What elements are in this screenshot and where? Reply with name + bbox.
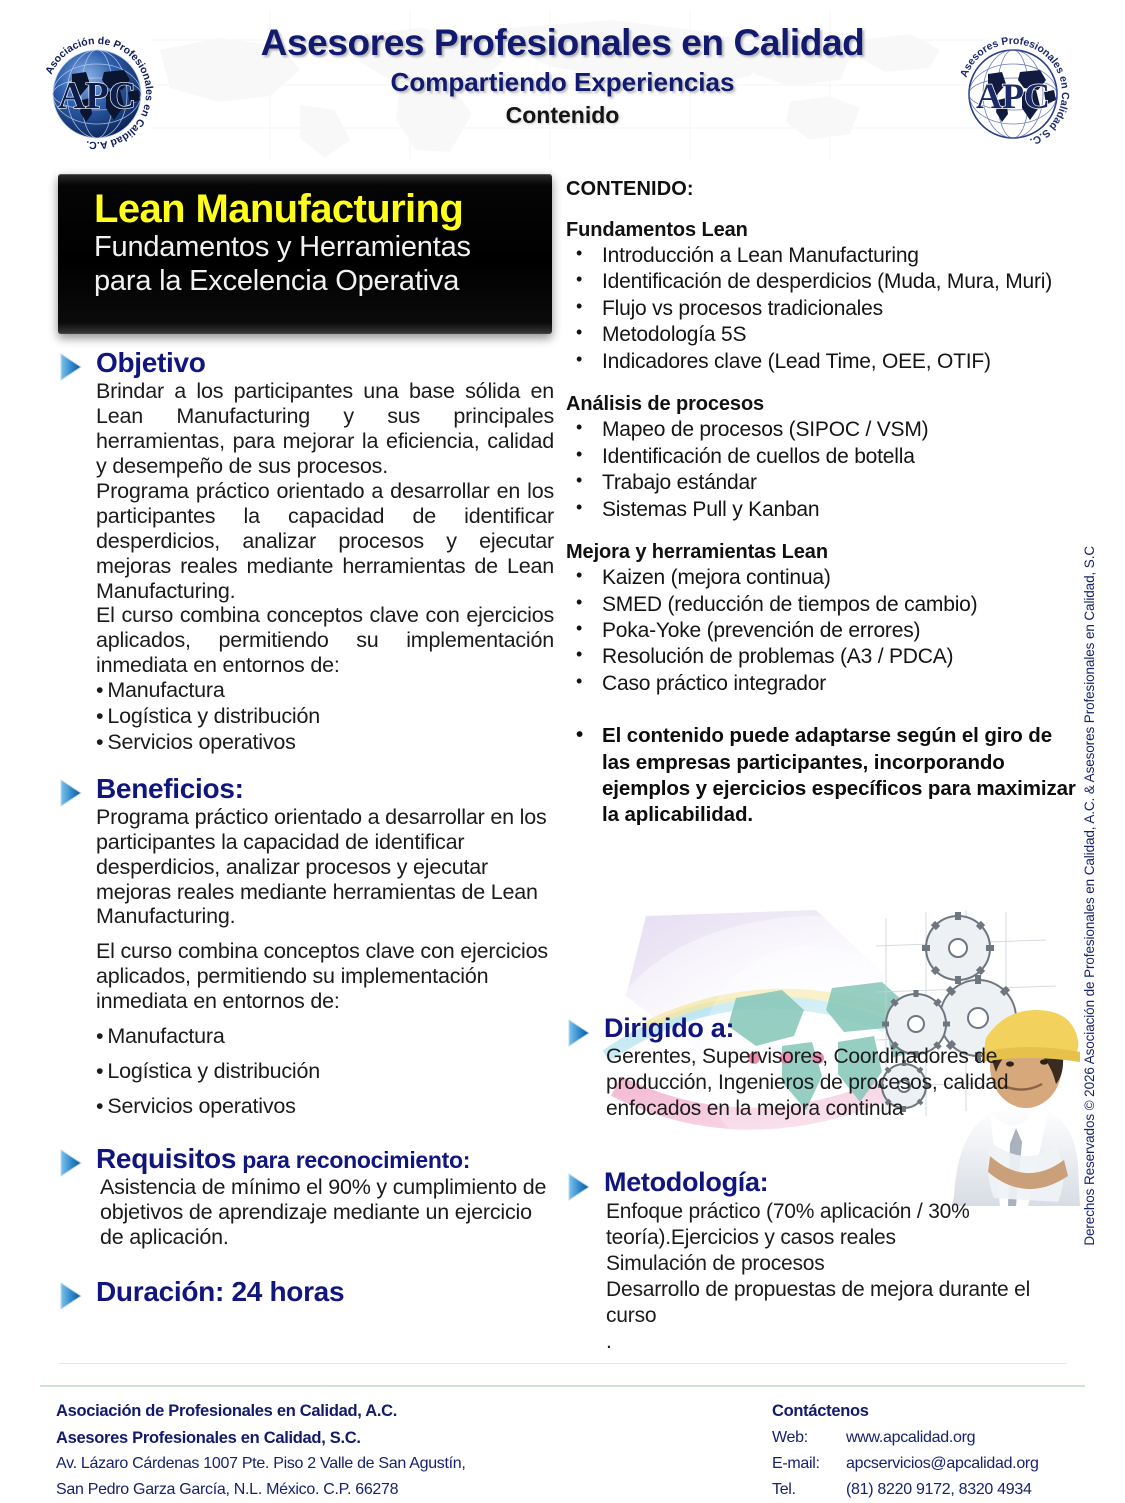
list-item: • Caso práctico integrador xyxy=(566,671,1076,697)
right-column xyxy=(566,178,1076,828)
svg-text:Asesores Profesionales en Cali: Asesores Profesionales en Calidad S.C. xyxy=(957,34,1072,148)
footer-tel-label: Tel. xyxy=(772,1480,796,1498)
footer-divider-green xyxy=(40,1385,1085,1387)
list-item: • SMED (reducción de tiempos de cambio) xyxy=(566,592,1076,618)
group-item-list xyxy=(566,565,1076,697)
group-title: Fundamentos Lean xyxy=(566,219,748,241)
requisitos-heading-bold: Requisitos xyxy=(96,1142,237,1174)
list-item: • Flujo vs procesos tradicionales xyxy=(566,296,1076,322)
triangle-bullet-icon xyxy=(566,1018,592,1048)
triangle-bullet-icon xyxy=(58,778,84,808)
group-item-list xyxy=(566,417,1076,523)
list-item: • Introducción a Lean Manufacturing xyxy=(566,243,1076,269)
list-item: • Indicadores clave (Lead Time, OEE, OTIF) xyxy=(566,349,1076,375)
page-header xyxy=(0,0,1125,168)
footer-web-row xyxy=(772,1425,1102,1451)
list-item: • Manufactura xyxy=(96,1024,558,1050)
footer-tel-row xyxy=(772,1477,1102,1503)
section-duracion xyxy=(58,1275,558,1308)
footer-org-2: Asesores Profesionales en Calidad, S.C. xyxy=(56,1428,361,1447)
footer-org-1: Asociación de Profesionales en Calidad, A.C. xyxy=(56,1402,398,1420)
contenido-label: CONTENIDO: xyxy=(566,178,694,200)
group-title: Análisis de procesos xyxy=(566,393,765,416)
footer-address-2: San Pedro Garza García, N.L. México. C.P. 66278 xyxy=(56,1481,399,1499)
list-item: • Identificación de desperdicios (Muda, Mura, Muri) xyxy=(566,269,1076,295)
triangle-bullet-icon xyxy=(58,1148,84,1178)
footer-web-value[interactable]: www.apcalidad.org xyxy=(846,1428,976,1446)
content-adaptation-note: • El contenido puede adaptarse según el giro de las empresas participantes, incorporando ejemplos y ejercicios específicos para maximizar la aplicabilidad. xyxy=(566,723,1076,828)
section-requisitos xyxy=(58,1142,558,1250)
footer-address-1: Av. Lázaro Cárdenas 1007 Pte. Piso 2 Valle de San Agustín, xyxy=(56,1455,466,1473)
left-column xyxy=(58,344,558,1308)
section-heading-objetivo: Objetivo xyxy=(96,347,206,378)
beneficios-bullet-list xyxy=(58,1024,558,1119)
list-item: • Logística y distribución xyxy=(96,704,558,730)
list-item: • Kaizen (mejora continua) xyxy=(566,565,1076,591)
section-objetivo xyxy=(58,346,558,756)
section-heading-duracion: Duración: 24 horas xyxy=(96,1276,345,1308)
list-item: • Mapeo de procesos (SIPOC / VSM) xyxy=(566,417,1076,443)
objetivo-paragraph-2: Programa práctico orientado a desarrollar en los participantes la capacidad de identificar desperdicios, analizar procesos y ejecutar mejoras reales mediante herramientas de Lean Manufacturing. xyxy=(96,478,554,603)
page-title: Asesores Profesionales en Calidad xyxy=(260,22,865,63)
section-heading-beneficios: Beneficios: xyxy=(96,772,244,804)
section-heading-dirigido: Dirigido a: xyxy=(604,1013,735,1043)
metodologia-line-4: . xyxy=(606,1330,612,1354)
list-item: • Manufactura xyxy=(96,678,558,704)
section-beneficios xyxy=(58,772,558,1120)
triangle-bullet-icon xyxy=(58,1281,84,1311)
metodologia-line-2: Simulación de procesos xyxy=(606,1251,825,1275)
footer-email-label: E-mail: xyxy=(772,1454,820,1472)
course-title-plate xyxy=(58,174,552,334)
triangle-bullet-icon xyxy=(566,1172,592,1202)
objetivo-paragraph-1: Brindar a los participantes una base sólida en Lean Manufacturing y sus principales herramientas, para mejorar la eficiencia, calidad y desempeño de sus procesos. xyxy=(96,379,554,478)
header-titles xyxy=(0,22,1125,131)
list-item: • Logística y distribución xyxy=(96,1059,558,1085)
svg-text:Asociación de Profesionales en: Asociación de Profesionales en Calidad A.C. xyxy=(43,34,156,152)
group-title: Mejora y herramientas Lean xyxy=(566,541,828,564)
course-title: Lean Manufacturing xyxy=(94,187,464,231)
content-group-analisis xyxy=(566,393,1076,523)
section-metodologia xyxy=(566,1166,1076,1355)
footer-web-label: Web: xyxy=(772,1428,808,1446)
list-item: • Poka-Yoke (prevención de errores) xyxy=(566,618,1076,644)
requisitos-text: Asistencia de mínimo el 90% y cumplimiento de objetivos de aprendizaje mediante un ejercicio de aplicación. xyxy=(100,1174,547,1249)
list-item: • Metodología 5S xyxy=(566,322,1076,348)
group-item-list xyxy=(566,243,1076,375)
content-group-fundamentos xyxy=(566,219,1076,375)
list-item: • Servicios operativos xyxy=(96,730,558,756)
dirigido-text: Gerentes, Supervisores, Coordinadores de producción, Ingenieros de procesos, calidad enfocados en la mejora continua xyxy=(606,1045,1009,1121)
footer-org-block xyxy=(56,1398,616,1503)
svg-text:APC: APC xyxy=(57,75,137,117)
right-column-lower xyxy=(566,1010,1076,1355)
list-item: • Identificación de cuellos de botella xyxy=(566,444,1076,470)
objetivo-bullet-list xyxy=(58,678,558,755)
course-subtitle-line2: para la Excelencia Operativa xyxy=(94,264,460,297)
page-section-label: Contenido xyxy=(505,101,620,128)
footer-email-value[interactable]: apcservicios@apcalidad.org xyxy=(846,1454,1039,1472)
beneficios-paragraph-2: El curso combina conceptos clave con ejercicios aplicados, permitiendo su implementación inmediata en entornos de: xyxy=(96,939,548,1014)
page-subtitle: Compartiendo Experiencias xyxy=(390,67,735,98)
section-dirigido-a xyxy=(566,1012,1076,1122)
course-subtitle-line1: Fundamentos y Herramientas xyxy=(94,231,471,264)
requisitos-heading-rest: para reconocimiento: xyxy=(236,1146,471,1173)
vertical-copyright: Derechos Reservados © 2026 Asociación de Profesionales en Calidad, A.C. & Asesores Profesionales en Calidad, S.C xyxy=(1082,546,1097,1246)
footer-divider-grey xyxy=(58,1363,1066,1364)
beneficios-paragraph-1: Programa práctico orientado a desarrollar en los participantes la capacidad de identificar desperdicios, analizar procesos y ejecutar mejoras reales mediante herramientas de Lean Manufacturing. xyxy=(96,804,547,929)
metodologia-line-3: Desarrollo de propuestas de mejora durante el curso xyxy=(606,1277,1031,1327)
footer-contact-title: Contáctenos xyxy=(772,1402,869,1420)
section-heading-metodologia: Metodología: xyxy=(604,1167,769,1198)
footer-contact-block xyxy=(772,1398,1102,1502)
content-group-mejora xyxy=(566,541,1076,697)
section-heading-requisitos xyxy=(58,1142,558,1175)
metodologia-line-1: Enfoque práctico (70% aplicación / 30% teoría).Ejercicios y casos reales xyxy=(606,1199,970,1249)
list-item: • Servicios operativos xyxy=(96,1094,558,1120)
list-item: • Sistemas Pull y Kanban xyxy=(566,497,1076,523)
footer-email-row xyxy=(772,1451,1102,1477)
list-item: • Trabajo estándar xyxy=(566,470,1076,496)
list-item: • Resolución de problemas (A3 / PDCA) xyxy=(566,644,1076,670)
footer-tel-value: (81) 8220 9172, 8320 4934 xyxy=(846,1480,1032,1498)
objetivo-paragraph-3: El curso combina conceptos clave con ejercicios aplicados, permitiendo su implementación inmediata en entornos de: xyxy=(96,603,554,678)
triangle-bullet-icon xyxy=(58,352,84,382)
svg-text:APC: APC xyxy=(976,76,1050,116)
